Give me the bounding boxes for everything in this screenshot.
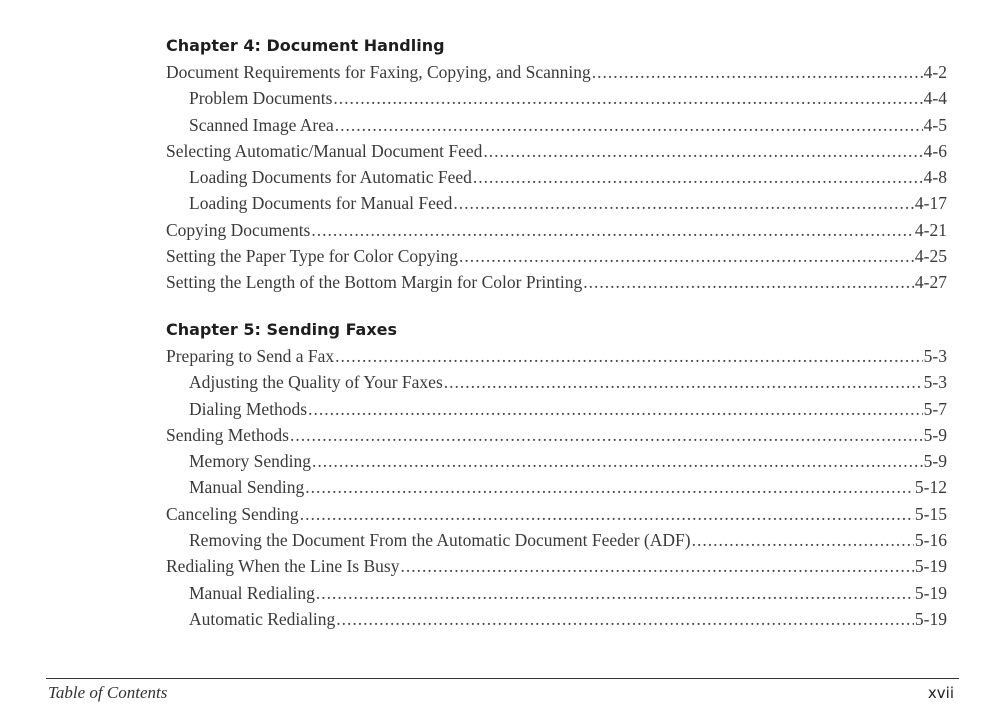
- dot-leader: [336, 606, 914, 632]
- toc-entry[interactable]: [166, 190, 947, 216]
- dot-leader: [453, 190, 914, 216]
- toc-entry-label: Selecting Automatic/Manual Document Feed: [166, 140, 483, 161]
- toc-entry-page: 5-9: [923, 424, 947, 445]
- footer-page-number: xvii: [927, 684, 954, 702]
- dot-leader: [400, 553, 913, 579]
- toc-entry-label: Automatic Redialing: [189, 608, 336, 629]
- toc-entry[interactable]: [166, 112, 947, 138]
- toc-entry[interactable]: [166, 396, 947, 422]
- dot-leader: [483, 138, 922, 164]
- toc-entry[interactable]: [166, 269, 947, 295]
- dot-leader: [316, 580, 914, 606]
- toc-entry-label: Problem Documents: [189, 88, 333, 109]
- toc-entry[interactable]: [166, 164, 947, 190]
- toc-entry-page: 4-8: [923, 167, 947, 188]
- toc-entry-page: 4-4: [923, 88, 947, 109]
- toc-entry-page: 5-7: [923, 398, 947, 419]
- dot-leader: [459, 243, 914, 269]
- dot-leader: [300, 501, 914, 527]
- toc-entry-page: 5-3: [923, 372, 947, 393]
- dot-leader: [335, 343, 923, 369]
- toc-entry-page: 4-5: [923, 114, 947, 135]
- toc-entry[interactable]: [166, 369, 947, 395]
- chapter-5-section: [166, 317, 947, 632]
- toc-entry-page: 4-17: [914, 193, 947, 214]
- toc-entry-page: 5-19: [914, 556, 947, 577]
- toc-entry-label: Canceling Sending: [166, 503, 299, 524]
- toc-entry[interactable]: [166, 59, 947, 85]
- toc-entry[interactable]: [166, 138, 947, 164]
- toc-entry[interactable]: [166, 448, 947, 474]
- toc-entry-label: Document Requirements for Faxing, Copying, and Scanning: [166, 62, 591, 82]
- toc-entry-page: 5-19: [914, 608, 947, 629]
- toc-entry-label: Loading Documents for Manual Feed: [189, 193, 453, 214]
- toc-entry-label: Preparing to Send a Fax: [166, 346, 335, 366]
- toc-entry-label: Loading Documents for Automatic Feed: [189, 167, 472, 188]
- toc-entry-page: 5-16: [914, 530, 947, 551]
- toc-entry[interactable]: [166, 422, 947, 448]
- dot-leader: [444, 369, 923, 395]
- toc-entry-label: Memory Sending: [189, 451, 312, 472]
- toc-entry-label: Redialing When the Line Is Busy: [166, 556, 400, 577]
- dot-leader: [312, 448, 923, 474]
- toc-entry[interactable]: [166, 553, 947, 579]
- toc-entry-label: Manual Sending: [189, 477, 305, 498]
- dot-leader: [335, 112, 923, 138]
- toc-entry-label: Sending Methods: [166, 424, 289, 445]
- footer-divider: [46, 678, 959, 679]
- toc-entry-label: Setting the Length of the Bottom Margin for Color Printing: [166, 272, 583, 293]
- toc-entry-page: 4-6: [923, 140, 947, 161]
- dot-leader: [308, 396, 923, 422]
- toc-entry-page: 4-2: [923, 62, 947, 82]
- toc-entry-label: Setting the Paper Type for Color Copying: [166, 246, 459, 267]
- toc-entry-page: 4-21: [914, 219, 947, 240]
- toc-entry-page: 4-27: [914, 272, 947, 293]
- toc-entry-page: 5-9: [923, 451, 947, 472]
- toc-entry[interactable]: [166, 580, 947, 606]
- toc-entry-label: Adjusting the Quality of Your Faxes: [189, 372, 443, 393]
- toc-entry-label: Dialing Methods: [189, 398, 308, 419]
- dot-leader: [333, 85, 922, 111]
- dot-leader: [692, 527, 914, 553]
- toc-entry-page: 5-15: [914, 503, 947, 524]
- toc-entry[interactable]: [166, 217, 947, 243]
- toc-entry[interactable]: [166, 527, 947, 553]
- toc-entry-page: 5-19: [914, 582, 947, 603]
- dot-leader: [290, 422, 923, 448]
- toc-entry-label: Copying Documents: [166, 219, 311, 240]
- dot-leader: [305, 474, 914, 500]
- chapter-title: Chapter 4: Document Handling: [166, 36, 445, 55]
- toc-entry-page: 5-3: [923, 346, 947, 366]
- toc-entry[interactable]: [166, 85, 947, 111]
- toc-entry[interactable]: [166, 606, 947, 632]
- chapter-title: Chapter 5: Sending Faxes: [166, 320, 398, 339]
- toc-entry-label: Manual Redialing: [189, 582, 315, 603]
- dot-leader: [311, 217, 914, 243]
- footer-section-title: Table of Contents: [48, 683, 168, 702]
- toc-entry-label: Scanned Image Area: [189, 114, 334, 135]
- toc-entry[interactable]: [166, 343, 947, 369]
- chapter-4-section: [166, 33, 947, 296]
- toc-entry-label: Removing the Document From the Automatic Document Feeder (ADF): [189, 530, 691, 551]
- dot-leader: [592, 59, 923, 85]
- toc-entry-page: 5-12: [914, 477, 947, 498]
- toc-entry[interactable]: [166, 501, 947, 527]
- dot-leader: [583, 269, 914, 295]
- toc-entry-page: 4-25: [914, 246, 947, 267]
- toc-entry[interactable]: [166, 474, 947, 500]
- toc-entry[interactable]: [166, 243, 947, 269]
- dot-leader: [473, 164, 923, 190]
